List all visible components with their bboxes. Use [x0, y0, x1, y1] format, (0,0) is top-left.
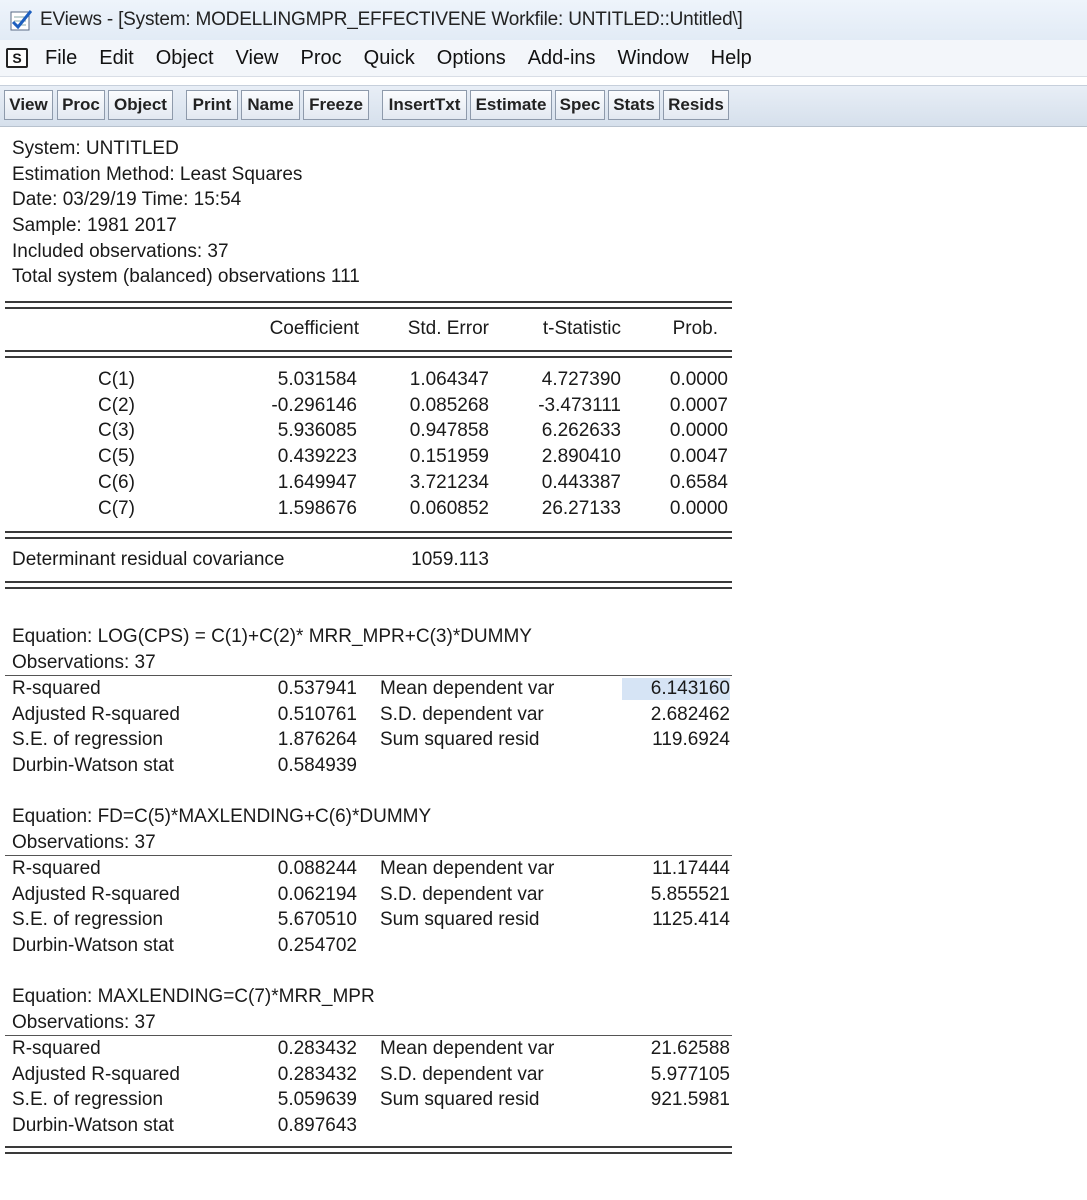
col-header-t-statistic: t-Statistic: [542, 318, 621, 339]
system-menu-icon[interactable]: S: [6, 48, 28, 68]
menu-help[interactable]: Help: [710, 46, 752, 69]
determinant-value: 1059.113: [411, 549, 489, 570]
stat-value-2: 5.855521: [650, 884, 730, 905]
table-rule: [5, 1146, 732, 1148]
coef-std-error: 1.064347: [409, 369, 489, 390]
stat-value-2: 11.17444: [652, 858, 730, 879]
total-observations: Total system (balanced) observations 111: [12, 266, 360, 287]
stat-value-2: 21.62588: [650, 1038, 730, 1059]
menu-file[interactable]: File: [45, 46, 78, 69]
stat-label-2: Mean dependent var: [380, 858, 555, 879]
stat-label: R-squared: [12, 678, 101, 699]
menu-add-ins[interactable]: Add-ins: [527, 46, 596, 69]
coef-t-stat: 2.890410: [541, 446, 621, 467]
coef-name: C(3): [98, 420, 135, 441]
col-header-prob: Prob.: [672, 318, 718, 339]
menu-view[interactable]: View: [235, 46, 279, 69]
stat-value: 0.283432: [277, 1038, 357, 1059]
coef-prob: 0.0000: [669, 420, 728, 441]
stat-value-2: 921.5981: [650, 1089, 730, 1110]
table-rule: [5, 307, 732, 309]
menu-bar: [0, 40, 1087, 77]
toolbar-proc-button[interactable]: Proc: [57, 90, 105, 120]
menu-object[interactable]: Object: [155, 46, 214, 69]
equation-observations: Observations: 37: [12, 832, 156, 853]
stat-label: R-squared: [12, 1038, 101, 1059]
stat-label-2: S.D. dependent var: [380, 884, 544, 905]
toolbar-spec-button[interactable]: Spec: [555, 90, 605, 120]
stat-label: Adjusted R-squared: [12, 884, 180, 905]
stat-label: S.E. of regression: [12, 729, 164, 750]
coef-name: C(2): [98, 395, 135, 416]
stat-label: R-squared: [12, 858, 101, 879]
eviews-app-icon: [10, 9, 32, 31]
stat-label: Adjusted R-squared: [12, 1064, 180, 1085]
stat-value-2-selected-cell[interactable]: 6.143160: [622, 678, 730, 700]
toolbar-estimate-button[interactable]: Estimate: [470, 90, 552, 120]
stat-value: 0.283432: [277, 1064, 357, 1085]
stat-label-2: Mean dependent var: [380, 1038, 555, 1059]
toolbar-view-button[interactable]: View: [4, 90, 53, 120]
stat-value-2: 1125.414: [652, 909, 730, 930]
stat-value: 5.670510: [277, 909, 357, 930]
menu-window[interactable]: Window: [617, 46, 689, 69]
coef-std-error: 0.151959: [409, 446, 489, 467]
stat-label: Durbin-Watson stat: [12, 935, 174, 956]
col-header-coefficient: Coefficient: [269, 318, 359, 339]
object-toolbar: [0, 85, 1087, 127]
toolbar-freeze-button[interactable]: Freeze: [303, 90, 369, 120]
equation-observations: Observations: 37: [12, 1012, 156, 1033]
estimation-method: Estimation Method: Least Squares: [12, 164, 303, 185]
coef-std-error: 0.085268: [409, 395, 489, 416]
stat-value: 0.584939: [277, 755, 357, 776]
menu-edit[interactable]: Edit: [99, 46, 134, 69]
table-rule: [5, 587, 732, 589]
coef-name: C(5): [98, 446, 135, 467]
stat-label: Durbin-Watson stat: [12, 1115, 174, 1136]
stat-value: 0.510761: [277, 704, 357, 725]
stat-value-2: 119.6924: [652, 729, 730, 750]
equation-rule: [5, 855, 732, 856]
sample-range: Sample: 1981 2017: [12, 215, 177, 236]
stat-value: 0.088244: [277, 858, 357, 879]
stat-value-2: 2.682462: [650, 704, 730, 725]
toolbar-inserttxt-button[interactable]: InsertTxt: [382, 90, 467, 120]
coef-value: 1.649947: [277, 472, 357, 493]
table-rule: [5, 537, 732, 539]
stat-value: 0.254702: [277, 935, 357, 956]
stat-value: 5.059639: [277, 1089, 357, 1110]
stat-label-2: Sum squared resid: [380, 909, 540, 930]
table-rule: [5, 581, 732, 583]
equation-spec: Equation: FD=C(5)*MAXLENDING+C(6)*DUMMY: [12, 806, 432, 827]
toolbar-object-button[interactable]: Object: [108, 90, 173, 120]
determinant-label: Determinant residual covariance: [12, 549, 285, 570]
table-rule: [5, 301, 732, 303]
coef-name: C(1): [98, 369, 135, 390]
coef-t-stat: 6.262633: [541, 420, 621, 441]
stat-value-2: 5.977105: [650, 1064, 730, 1085]
stat-label: S.E. of regression: [12, 1089, 164, 1110]
coef-value: -0.296146: [271, 395, 357, 416]
toolbar-name-button[interactable]: Name: [241, 90, 300, 120]
toolbar-resids-button[interactable]: Resids: [663, 90, 729, 120]
stat-label-2: S.D. dependent var: [380, 1064, 544, 1085]
estimation-date: Date: 03/29/19 Time: 15:54: [12, 189, 242, 210]
window-title: EViews - [System: MODELLINGMPR_EFFECTIVENE Workfile: UNTITLED::Untitled\]: [40, 9, 743, 30]
table-rule: [5, 356, 732, 358]
estimation-output: [0, 126, 1087, 1200]
stat-value: 0.537941: [277, 678, 357, 699]
menu-proc[interactable]: Proc: [300, 46, 342, 69]
coef-std-error: 0.947858: [409, 420, 489, 441]
coef-prob: 0.0000: [669, 369, 728, 390]
coef-name: C(6): [98, 472, 135, 493]
stat-label-2: Sum squared resid: [380, 1089, 540, 1110]
stat-value: 1.876264: [277, 729, 357, 750]
coef-t-stat: 26.27133: [541, 498, 621, 519]
title-bar: [0, 0, 1087, 40]
stat-label-2: Mean dependent var: [380, 678, 555, 699]
toolbar-print-button[interactable]: Print: [186, 90, 238, 120]
stat-label: S.E. of regression: [12, 909, 164, 930]
coef-prob: 0.0000: [669, 498, 728, 519]
coef-std-error: 3.721234: [409, 472, 489, 493]
coef-value: 5.936085: [277, 420, 357, 441]
menu-quick[interactable]: Quick: [363, 46, 415, 69]
equation-spec: Equation: MAXLENDING=C(7)*MRR_MPR: [12, 986, 375, 1007]
stat-value: 0.062194: [277, 884, 357, 905]
included-observations: Included observations: 37: [12, 241, 229, 262]
col-header-std-error: Std. Error: [407, 318, 489, 339]
coef-prob: 0.0007: [669, 395, 728, 416]
coef-value: 5.031584: [277, 369, 357, 390]
equation-rule: [5, 1035, 732, 1036]
equation-observations: Observations: 37: [12, 652, 156, 673]
stat-label-2: S.D. dependent var: [380, 704, 544, 725]
stat-label: Adjusted R-squared: [12, 704, 180, 725]
coef-t-stat: -3.473111: [538, 395, 621, 416]
stat-label: Durbin-Watson stat: [12, 755, 174, 776]
table-rule: [5, 350, 732, 352]
coef-value: 1.598676: [277, 498, 357, 519]
menu-options[interactable]: Options: [436, 46, 506, 69]
table-rule: [5, 531, 732, 533]
coef-t-stat: 0.443387: [541, 472, 621, 493]
equation-spec: Equation: LOG(CPS) = C(1)+C(2)* MRR_MPR+C(3)*DUMMY: [12, 626, 532, 647]
stat-label-2: Sum squared resid: [380, 729, 540, 750]
coef-std-error: 0.060852: [409, 498, 489, 519]
toolbar-stats-button[interactable]: Stats: [608, 90, 660, 120]
coef-name: C(7): [98, 498, 135, 519]
stat-value: 0.897643: [277, 1115, 357, 1136]
coef-value: 0.439223: [277, 446, 357, 467]
coef-prob: 0.0047: [669, 446, 728, 467]
equation-rule: [5, 675, 732, 676]
table-rule: [5, 1152, 732, 1154]
coef-prob: 0.6584: [669, 472, 728, 493]
system-name: System: UNTITLED: [12, 138, 179, 159]
coef-t-stat: 4.727390: [541, 369, 621, 390]
